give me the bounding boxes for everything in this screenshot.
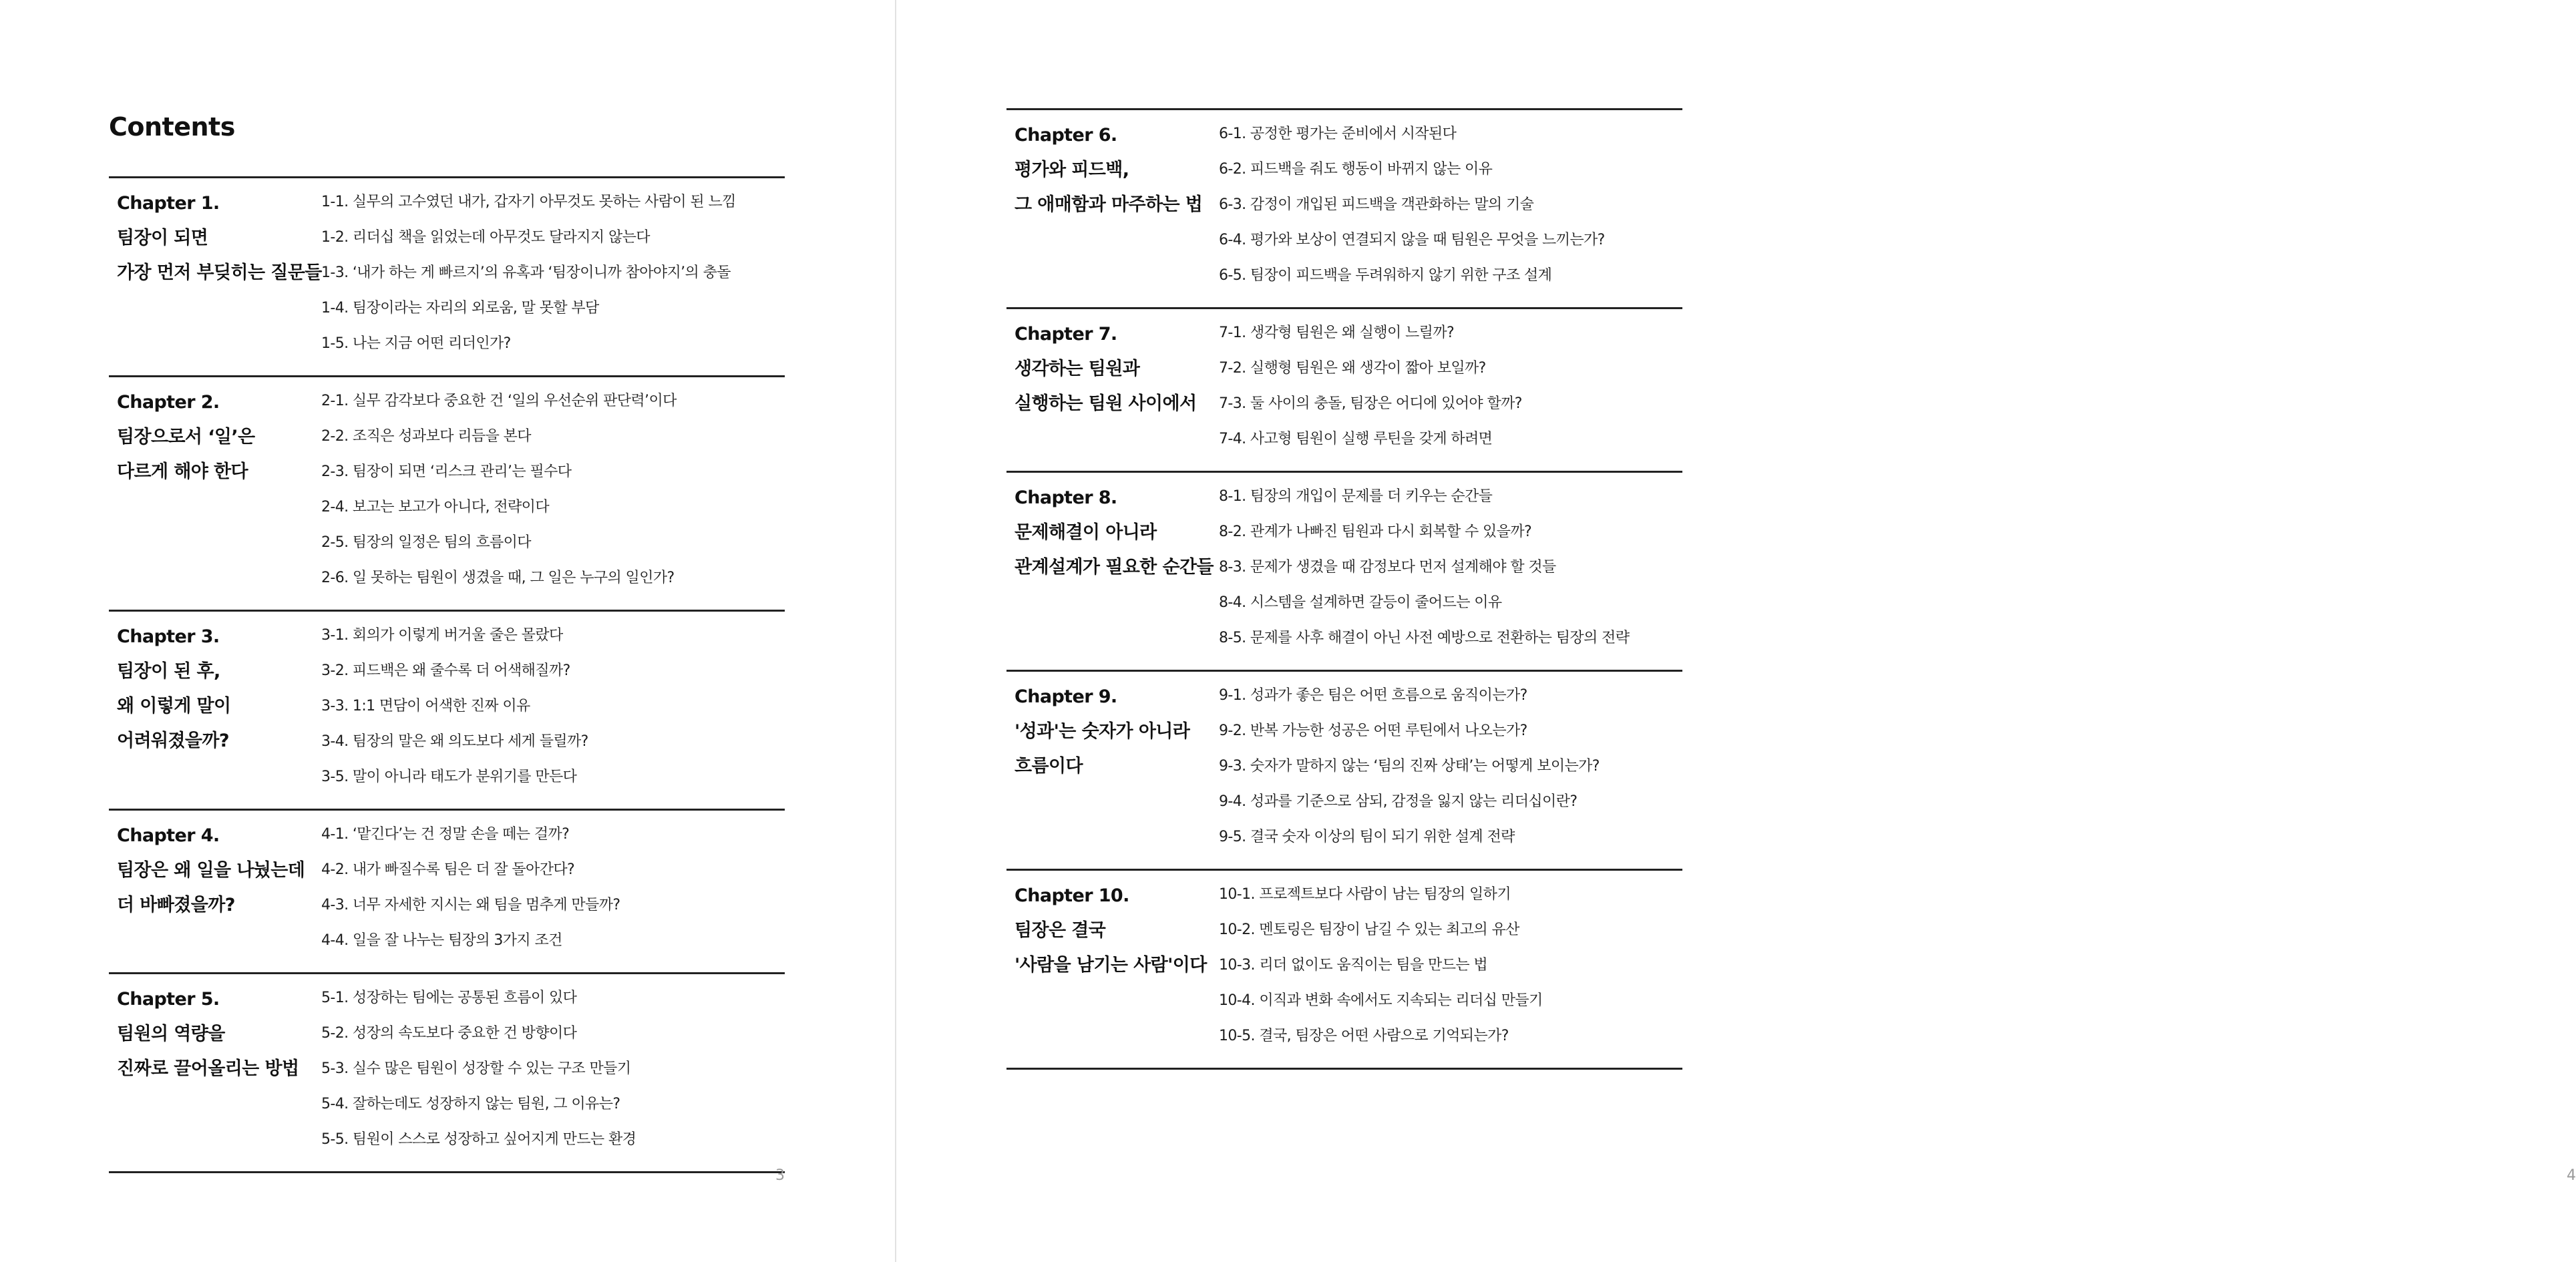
- section-list: [321, 811, 785, 972]
- chapter-title[interactable]: [109, 974, 321, 1171]
- section-entry[interactable]: 9-5. 결국 숫자 이상의 팀이 되기 위한 설계 전략: [1219, 829, 1515, 845]
- section-entry[interactable]: 4-2. 내가 빠질수록 팀은 더 잘 돌아간다?: [321, 861, 575, 878]
- chapter-title[interactable]: [109, 377, 321, 610]
- section-entry[interactable]: 8-3. 문제가 생겼을 때 감정보다 먼저 설계해야 할 것들: [1219, 559, 1556, 576]
- section-entry[interactable]: 1-1. 실무의 고수였던 내가, 갑자기 아무것도 못하는 사람이 된 느낌: [321, 194, 736, 210]
- section-list: [321, 377, 785, 610]
- chapter-number: Chapter 8.: [1015, 487, 1117, 508]
- chapter-title-line: 문제해결이 아니라: [1015, 522, 1157, 543]
- chapter-title-line: 팀원의 역량을: [117, 1024, 225, 1044]
- section-entry[interactable]: 5-3. 실수 많은 팀원이 성장할 수 있는 구조 만들기: [321, 1060, 631, 1077]
- left-chapter-list: [109, 176, 785, 1173]
- chapter-block: [109, 176, 785, 375]
- chapter-title[interactable]: [1006, 473, 1219, 670]
- section-entry[interactable]: 6-5. 팀장이 피드백을 두려워하지 않기 위한 구조 설계: [1219, 267, 1552, 284]
- section-entry[interactable]: 10-1. 프로젝트보다 사람이 남는 팀장의 일하기: [1219, 886, 1511, 903]
- section-list: [321, 612, 785, 809]
- section-entry[interactable]: 4-3. 너무 자세한 지시는 왜 팀을 멈추게 만들까?: [321, 897, 620, 913]
- chapter-title-line: 평가와 피드백,: [1015, 160, 1129, 180]
- section-entry[interactable]: 1-4. 팀장이라는 자리의 외로움, 말 못할 부담: [321, 300, 599, 317]
- section-entry[interactable]: 10-2. 멘토링은 팀장이 남길 수 있는 최고의 유산: [1219, 921, 1519, 938]
- chapter-title-line: 왜 이렇게 말이: [117, 696, 231, 716]
- section-entry[interactable]: 7-3. 둘 사이의 충돌, 팀장은 어디에 있어야 할까?: [1219, 395, 1522, 412]
- section-entry[interactable]: 1-3. ‘내가 하는 게 빠르지’의 유혹과 ‘팀장이니까 참아야지’의 충돌: [321, 264, 731, 281]
- chapter-title-line: '사람을 남기는 사람'이다: [1015, 955, 1207, 976]
- chapter-block: [1006, 869, 1682, 1070]
- chapter-block: [109, 375, 785, 610]
- section-list: [321, 974, 785, 1171]
- section-entry[interactable]: 4-4. 일을 잘 나누는 팀장의 3가지 조건: [321, 932, 562, 949]
- section-list: [1219, 110, 1682, 307]
- chapter-number: Chapter 3.: [117, 626, 220, 647]
- chapter-title[interactable]: [1006, 871, 1219, 1068]
- chapter-block: [1006, 471, 1682, 670]
- chapter-number: Chapter 2.: [117, 392, 220, 413]
- chapter-title-line: 팀장이 되면: [117, 228, 208, 248]
- left-page: [0, 0, 896, 1262]
- section-entry[interactable]: 2-6. 일 못하는 팀원이 생겼을 때, 그 일은 누구의 일인가?: [321, 570, 675, 586]
- chapter-block: [109, 972, 785, 1173]
- section-entry[interactable]: 5-1. 성장하는 팀에는 공통된 흐름이 있다: [321, 990, 577, 1006]
- section-entry[interactable]: 7-1. 생각형 팀원은 왜 실행이 느릴까?: [1219, 325, 1455, 341]
- section-entry[interactable]: 8-4. 시스템을 설계하면 갈등이 줄어드는 이유: [1219, 594, 1502, 611]
- section-entry[interactable]: 9-1. 성과가 좋은 팀은 어떤 흐름으로 움직이는가?: [1219, 687, 1527, 704]
- chapter-block: [109, 610, 785, 809]
- section-entry[interactable]: 6-4. 평가와 보상이 연결되지 않을 때 팀원은 무엇을 느끼는가?: [1219, 232, 1605, 248]
- section-entry[interactable]: 2-3. 팀장이 되면 ‘리스크 관리’는 필수다: [321, 463, 572, 480]
- chapter-title-line: 실행하는 팀원 사이에서: [1015, 393, 1197, 414]
- section-entry[interactable]: 9-3. 숫자가 말하지 않는 ‘팀의 진짜 상태’는 어떻게 보이는가?: [1219, 758, 1600, 775]
- section-list: [1219, 871, 1682, 1068]
- section-entry[interactable]: 4-1. ‘맡긴다’는 건 정말 손을 떼는 걸까?: [321, 826, 570, 843]
- chapter-number: Chapter 4.: [117, 825, 220, 846]
- section-entry[interactable]: 8-1. 팀장의 개입이 문제를 더 키우는 순간들: [1219, 488, 1493, 505]
- section-entry[interactable]: 3-3. 1:1 면담이 어색한 진짜 이유: [321, 698, 530, 714]
- section-entry[interactable]: 3-5. 말이 아니라 태도가 분위기를 만든다: [321, 769, 577, 785]
- chapter-title-line: 다르게 해야 한다: [117, 461, 248, 482]
- section-entry[interactable]: 2-1. 실무 감각보다 중요한 건 ‘일의 우선순위 판단력’이다: [321, 393, 677, 409]
- section-entry[interactable]: 10-4. 이직과 변화 속에서도 지속되는 리더십 만들기: [1219, 992, 1543, 1009]
- section-entry[interactable]: 1-5. 나는 지금 어떤 리더인가?: [321, 335, 511, 352]
- page-number-right: 4: [2567, 1167, 2576, 1184]
- section-entry[interactable]: 8-2. 관계가 나빠진 팀원과 다시 회복할 수 있을까?: [1219, 523, 1532, 540]
- chapter-title-line: 그 애매함과 마주하는 법: [1015, 194, 1203, 215]
- chapter-title-line: '성과'는 숫자가 아니라: [1015, 721, 1190, 742]
- chapter-title[interactable]: [1006, 672, 1219, 869]
- contents-heading: Contents: [109, 112, 235, 142]
- chapter-title[interactable]: [109, 178, 321, 375]
- chapter-number: Chapter 10.: [1015, 885, 1129, 906]
- chapter-title-line: 팀장은 결국: [1015, 920, 1106, 941]
- chapter-title-line: 생각하는 팀원과: [1015, 359, 1140, 379]
- chapter-block: [1006, 108, 1682, 307]
- section-entry[interactable]: 6-1. 공정한 평가는 준비에서 시작된다: [1219, 126, 1457, 142]
- section-entry[interactable]: 6-2. 피드백을 줘도 행동이 바뀌지 않는 이유: [1219, 161, 1493, 178]
- chapter-title-line: 흐름이다: [1015, 756, 1083, 777]
- section-entry[interactable]: 10-5. 결국, 팀장은 어떤 사람으로 기억되는가?: [1219, 1028, 1509, 1044]
- section-entry[interactable]: 1-2. 리더십 책을 읽었는데 아무것도 달라지지 않는다: [321, 229, 650, 246]
- section-entry[interactable]: 2-5. 팀장의 일정은 팀의 흐름이다: [321, 534, 531, 551]
- chapter-block: [109, 809, 785, 972]
- section-list: [1219, 309, 1682, 471]
- chapter-number: Chapter 6.: [1015, 125, 1117, 146]
- chapter-title[interactable]: [1006, 110, 1219, 307]
- section-list: [1219, 672, 1682, 869]
- chapter-title-line: 어려워졌을까?: [117, 730, 229, 751]
- right-chapter-list: [1006, 108, 1682, 1070]
- section-entry[interactable]: 5-5. 팀원이 스스로 성장하고 싶어지게 만드는 환경: [321, 1131, 636, 1148]
- chapter-title-line: 관계설계가 필요한 순간들: [1015, 557, 1214, 578]
- section-list: [321, 178, 785, 375]
- chapter-title-line: 팀장은 왜 일을 나눴는데: [117, 860, 305, 881]
- chapter-number: Chapter 9.: [1015, 686, 1117, 707]
- section-entry[interactable]: 3-4. 팀장의 말은 왜 의도보다 세게 들릴까?: [321, 733, 588, 750]
- section-entry[interactable]: 5-4. 잘하는데도 성장하지 않는 팀원, 그 이유는?: [321, 1096, 620, 1112]
- page-number-left: 3: [775, 1167, 785, 1184]
- section-entry[interactable]: 2-2. 조직은 성과보다 리듬을 본다: [321, 428, 531, 445]
- section-entry[interactable]: 2-4. 보고는 보고가 아니다, 전략이다: [321, 499, 549, 515]
- section-entry[interactable]: 7-4. 사고형 팀원이 실행 루틴을 갖게 하려면: [1219, 431, 1493, 447]
- section-entry[interactable]: 7-2. 실행형 팀원은 왜 생각이 짧아 보일까?: [1219, 360, 1486, 377]
- chapter-title[interactable]: [109, 811, 321, 972]
- chapter-title-line: 팀장으로서 ‘일’은: [117, 427, 255, 447]
- chapter-title-line: 더 바빠졌을까?: [117, 895, 235, 915]
- chapter-block: [1006, 670, 1682, 869]
- chapter-title[interactable]: [109, 612, 321, 809]
- section-entry[interactable]: 9-2. 반복 가능한 성공은 어떤 루틴에서 나오는가?: [1219, 722, 1527, 739]
- section-entry[interactable]: 8-5. 문제를 사후 해결이 아닌 사전 예방으로 전환하는 팀장의 전략: [1219, 630, 1630, 646]
- chapter-title-line: 팀장이 된 후,: [117, 661, 220, 682]
- section-entry[interactable]: 3-1. 회의가 이렇게 버거울 줄은 몰랐다: [321, 627, 563, 644]
- chapter-number: Chapter 7.: [1015, 324, 1117, 345]
- chapter-title[interactable]: [1006, 309, 1219, 471]
- section-entry[interactable]: 3-2. 피드백은 왜 줄수록 더 어색해질까?: [321, 662, 570, 679]
- chapter-title-line: 가장 먼저 부딪히는 질문들: [117, 262, 322, 283]
- chapter-block: [1006, 307, 1682, 471]
- section-list: [1219, 473, 1682, 670]
- chapter-number: Chapter 5.: [117, 989, 220, 1010]
- chapter-number: Chapter 1.: [117, 193, 220, 214]
- section-entry[interactable]: 10-3. 리더 없이도 움직이는 팀을 만드는 법: [1219, 957, 1488, 974]
- section-entry[interactable]: 5-2. 성장의 속도보다 중요한 건 방향이다: [321, 1025, 577, 1042]
- section-entry[interactable]: 9-4. 성과를 기준으로 삼되, 감정을 잃지 않는 리더십이란?: [1219, 793, 1578, 810]
- section-entry[interactable]: 6-3. 감정이 개입된 피드백을 객관화하는 말의 기술: [1219, 196, 1534, 213]
- chapter-title-line: 진짜로 끌어올리는 방법: [117, 1058, 299, 1079]
